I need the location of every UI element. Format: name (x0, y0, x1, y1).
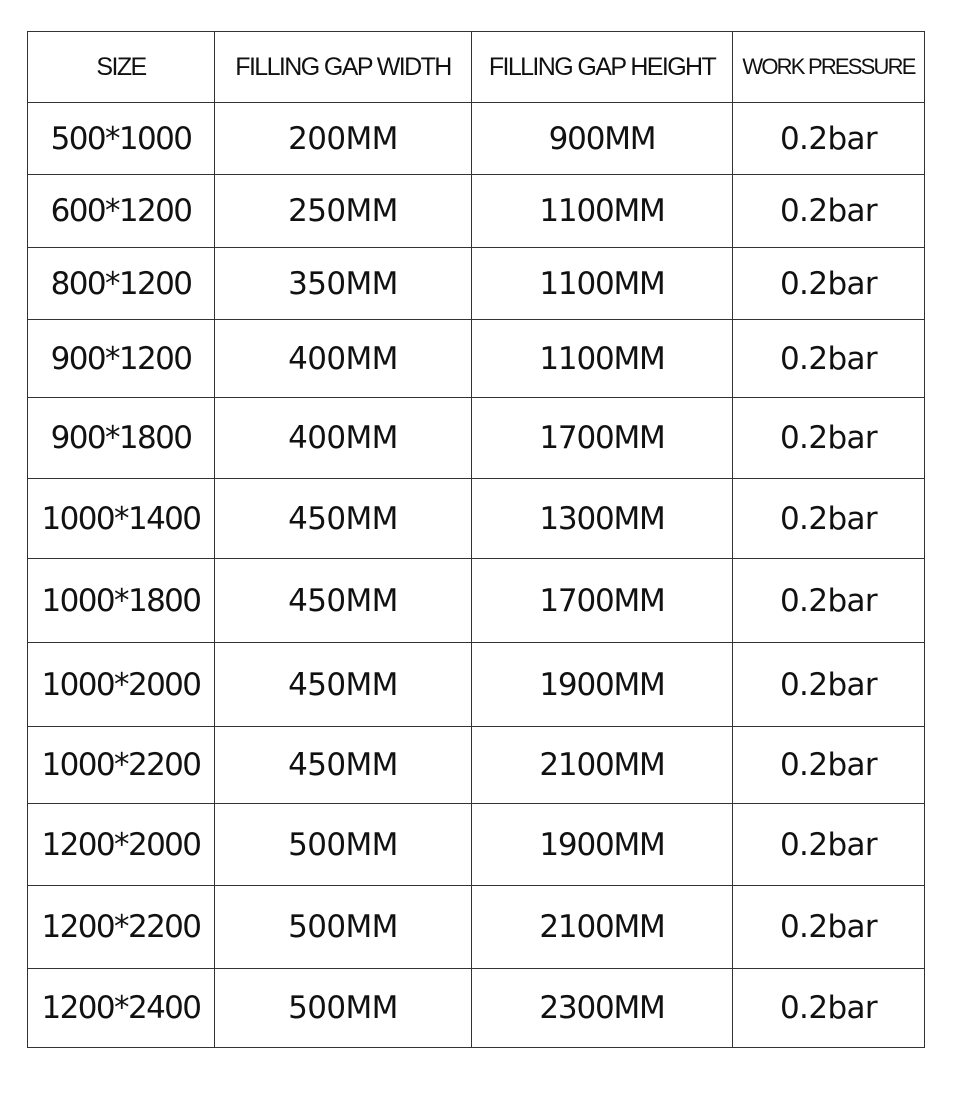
pressure-cell: 0.2bar (733, 559, 925, 643)
pressure-cell: 0.2bar (733, 248, 925, 320)
size-cell: 800*1200 (28, 248, 215, 320)
gap-height-cell: 2100MM (472, 727, 733, 804)
gap-width-cell: 350MM (215, 248, 472, 320)
table-row (28, 643, 925, 727)
gap-width-cell: 400MM (215, 320, 472, 398)
table-row (28, 479, 925, 559)
table-row (28, 886, 925, 969)
table-row (28, 103, 925, 175)
size-cell: 500*1000 (28, 103, 215, 175)
size-cell: 1000*2200 (28, 727, 215, 804)
gap-width-cell: 250MM (215, 175, 472, 248)
gap-height-cell: 1100MM (472, 320, 733, 398)
gap-height-cell: 1100MM (472, 175, 733, 248)
gap-height-cell: 1100MM (472, 248, 733, 320)
spec-table (27, 31, 925, 1048)
size-cell: 600*1200 (28, 175, 215, 248)
gap-width-cell: 200MM (215, 103, 472, 175)
pressure-cell: 0.2bar (733, 479, 925, 559)
pressure-cell: 0.2bar (733, 804, 925, 886)
size-cell: 1200*2000 (28, 804, 215, 886)
pressure-cell: 0.2bar (733, 727, 925, 804)
table-row (28, 804, 925, 886)
gap-height-cell: 1900MM (472, 804, 733, 886)
size-cell: 900*1800 (28, 398, 215, 479)
pressure-cell: 0.2bar (733, 643, 925, 727)
gap-width-cell: 500MM (215, 804, 472, 886)
pressure-cell: 0.2bar (733, 886, 925, 969)
gap-height-cell: 2300MM (472, 969, 733, 1048)
table-row (28, 320, 925, 398)
table-row (28, 969, 925, 1048)
gap-width-cell: 450MM (215, 559, 472, 643)
table-row (28, 248, 925, 320)
gap-width-cell: 500MM (215, 886, 472, 969)
gap-height-cell: 900MM (472, 103, 733, 175)
table-row (28, 175, 925, 248)
gap-width-cell: 450MM (215, 643, 472, 727)
header-row (28, 32, 925, 103)
pressure-cell: 0.2bar (733, 320, 925, 398)
gap-width-cell: 400MM (215, 398, 472, 479)
size-cell: 1000*2000 (28, 643, 215, 727)
size-cell: 1000*1400 (28, 479, 215, 559)
gap-height-cell: 2100MM (472, 886, 733, 969)
size-cell: 1200*2400 (28, 969, 215, 1048)
pressure-cell: 0.2bar (733, 398, 925, 479)
pressure-cell: 0.2bar (733, 103, 925, 175)
table-row (28, 559, 925, 643)
header-work-pressure: WORK PRESSURE (733, 32, 925, 103)
gap-height-cell: 1700MM (472, 398, 733, 479)
table-row (28, 727, 925, 804)
size-cell: 900*1200 (28, 320, 215, 398)
pressure-cell: 0.2bar (733, 969, 925, 1048)
pressure-cell: 0.2bar (733, 175, 925, 248)
size-cell: 1000*1800 (28, 559, 215, 643)
gap-height-cell: 1900MM (472, 643, 733, 727)
table-row (28, 398, 925, 479)
header-size: SIZE (28, 32, 215, 103)
gap-width-cell: 500MM (215, 969, 472, 1048)
table-header (28, 32, 925, 103)
size-cell: 1200*2200 (28, 886, 215, 969)
table-body (28, 103, 925, 1048)
gap-width-cell: 450MM (215, 479, 472, 559)
header-filling-gap-height: FILLING GAP HEIGHT (472, 32, 733, 103)
gap-width-cell: 450MM (215, 727, 472, 804)
gap-height-cell: 1700MM (472, 559, 733, 643)
gap-height-cell: 1300MM (472, 479, 733, 559)
header-filling-gap-width: FILLING GAP WIDTH (215, 32, 472, 103)
